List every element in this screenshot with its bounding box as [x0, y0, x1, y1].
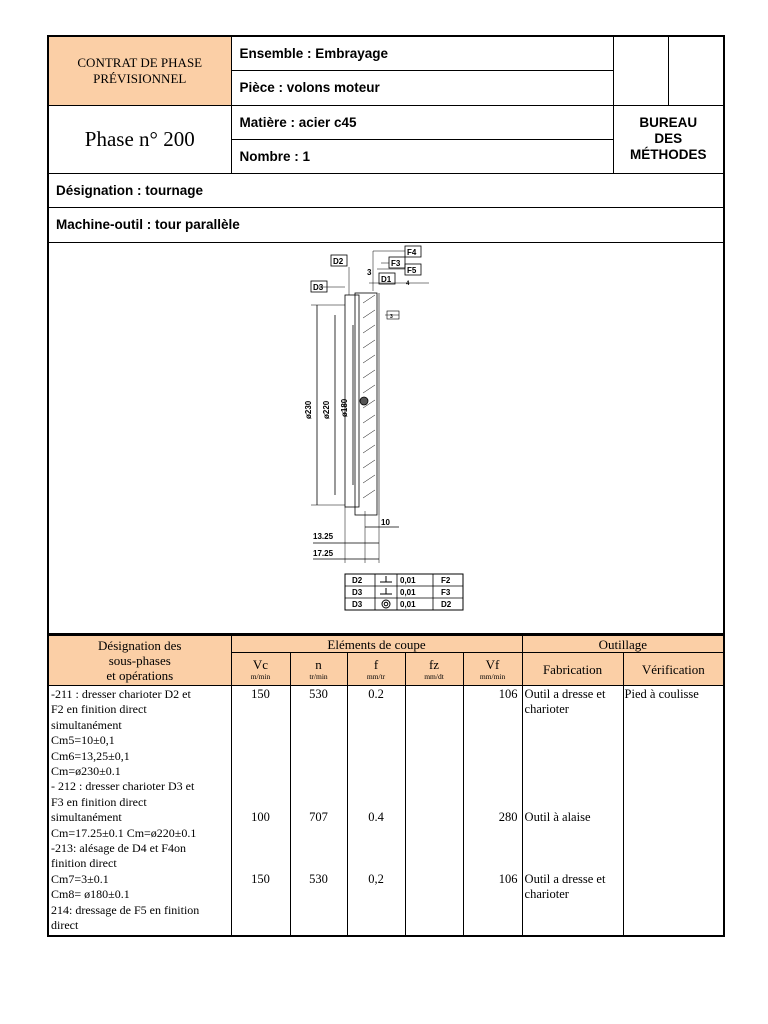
operations-description: -211 : dresser charioter D2 et F2 en finition direct simultanément Cm5=10±0,1 Cm6=13,25±0,1 Cm=ø230±0.1 - 212 : dresser charioter D3 et F3 en finition direct simultanément Cm=17.25±0.1 Cm=ø220±0.1 -213: alésage de D4 et F4on finition direct Cm7=3±0.1 Cm8= ø180±0.1 214: dressage de F5 en finition direct: [48, 686, 231, 936]
section-hatching: [363, 295, 375, 498]
drawing-area: [48, 242, 724, 634]
vf-column: [463, 686, 522, 936]
contract-title: CONTRAT DE PHASE PRÉVISIONNEL: [77, 54, 203, 86]
svg-text:F2: F2: [441, 575, 451, 585]
row1-vc: 150: [251, 687, 270, 701]
label-d2: D2: [333, 256, 344, 266]
contract-title-cell: [48, 36, 231, 105]
row1-vf: 106: [498, 687, 518, 701]
label-17-25: 17.25: [313, 548, 334, 558]
svg-text:0,01: 0,01: [400, 599, 416, 609]
n-header: n tr/min: [290, 653, 347, 686]
fz-column: [405, 686, 463, 936]
row2-vf: 280: [498, 810, 518, 824]
outillage-header: Outillage: [522, 636, 724, 653]
elements-de-coupe-header: Eléments de coupe: [231, 636, 522, 653]
f-header: f mm/tr: [347, 653, 405, 686]
ensemble-field: Ensemble : Embrayage: [231, 36, 613, 70]
svg-text:D3: D3: [352, 587, 363, 597]
row1-f: 0.2: [368, 687, 384, 701]
label-dia-230: ø230: [304, 400, 313, 419]
row3-n: 530: [309, 872, 328, 886]
blank-box-1: [613, 36, 668, 105]
vf-header: Vf mm/min: [463, 653, 522, 686]
label-10: 10: [381, 517, 390, 527]
svg-text:0,01: 0,01: [400, 587, 416, 597]
part-drawing: [49, 243, 721, 633]
piece-field: Pièce : volons moteur: [231, 70, 613, 105]
fabrication-column: [522, 686, 623, 936]
label-4: 4: [406, 280, 410, 287]
label-3-small: 3: [390, 313, 393, 320]
fabrication-header: Fabrication: [522, 653, 623, 686]
label-dia-180: ø180: [340, 398, 349, 417]
blank-box-2: [668, 36, 724, 105]
row2-n: 707: [309, 810, 328, 824]
row2-f: 0.4: [368, 810, 384, 824]
machine-field: Machine-outil : tour parallèle: [48, 207, 724, 242]
vc-column: [231, 686, 290, 936]
vc-header: Vc m/min: [231, 653, 290, 686]
designation-field: Désignation : tournage: [48, 173, 724, 207]
bureau-des-methodes: BUREAU DES MÉTHODES: [613, 105, 724, 173]
phase-number: Phase n° 200: [48, 105, 231, 173]
tolerance-table: [345, 574, 463, 610]
f-column: [347, 686, 405, 936]
label-f3: F3: [391, 258, 401, 268]
label-d3: D3: [313, 282, 324, 292]
header-table: [47, 35, 725, 635]
n-column: [290, 686, 347, 936]
verification-column: [623, 686, 724, 936]
row1-verification: Pied à coulisse: [624, 687, 699, 701]
label-3: 3: [367, 267, 372, 277]
row3-fabrication: Outil a dresse et charioter: [524, 872, 606, 902]
row3-vc: 150: [251, 872, 270, 886]
designation-column-header: Désignation des sous-phases et opérations: [48, 636, 231, 686]
row1-fabrication: Outil a dresse et charioter: [524, 687, 606, 717]
label-dia-220: ø220: [322, 400, 331, 419]
row1-n: 530: [309, 687, 328, 701]
row2-fabrication: Outil à alaise: [524, 810, 591, 824]
row2-vc: 100: [251, 810, 270, 824]
center-mark: [360, 397, 368, 405]
operations-table: [47, 635, 725, 937]
svg-text:D2: D2: [441, 599, 452, 609]
phase-contract-sheet: [47, 35, 723, 937]
row3-vf: 106: [498, 872, 518, 886]
label-d1: D1: [381, 274, 392, 284]
fz-header: fz mm/dt: [405, 653, 463, 686]
label-13-25: 13.25: [313, 531, 334, 541]
label-f4: F4: [407, 247, 417, 257]
label-f5: F5: [407, 265, 417, 275]
matiere-field: Matière : acier c45: [231, 105, 613, 139]
svg-text:D2: D2: [352, 575, 363, 585]
row3-f: 0,2: [368, 872, 384, 886]
verification-header: Vérification: [623, 653, 724, 686]
svg-text:F3: F3: [441, 587, 451, 597]
svg-text:0,01: 0,01: [400, 575, 416, 585]
svg-text:D3: D3: [352, 599, 363, 609]
nombre-field: Nombre : 1: [231, 139, 613, 173]
